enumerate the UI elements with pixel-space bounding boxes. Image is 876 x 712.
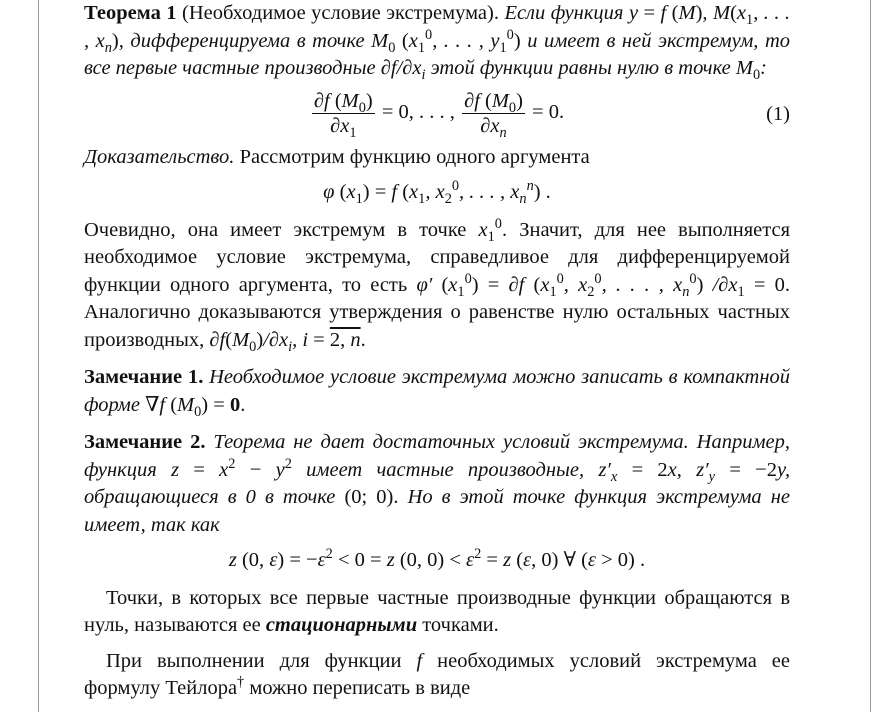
remark-1-label: Замечание 1. — [84, 366, 204, 388]
proof-p3: . Аналогично доказываются утверждения о равенстве нулю остальных частных производных, — [84, 273, 791, 351]
theorem-label: Теорема 1 — [84, 2, 177, 24]
theorem-statement-2: дифференцируема в точке — [130, 29, 365, 52]
taylor-before: При выполнении для функции — [106, 649, 402, 672]
formula-zx: $z'_x = 2x$, — [598, 458, 682, 485]
equation-phi: φ $(x_1) = f$ ($x_1$, $x_2^0$, . . . , $x_n^n$) . — [323, 178, 551, 208]
book-page — [84, 0, 790, 703]
stationary-after: точками. — [422, 614, 499, 636]
stationary-before: Точки, в которых все первые частные производные функции обращаются в нуль, называются ее — [84, 586, 790, 636]
stationary-term: стационарными — [265, 614, 418, 636]
remark-2-text-2: имеет частные производные, — [306, 458, 585, 481]
remark-2-text-4: Но в этой точке функция экстремума не имеет, так как — [84, 486, 791, 536]
formula-origin: (0; 0). — [344, 486, 399, 508]
formula-M0-point: $M_0$ ($x_1^0$, . . . , $y_1^0$) — [371, 26, 521, 56]
remark-2-text-3: обращающиеся в 0 в точке — [84, 486, 336, 508]
formula-M-args: $M(x_1$, . . . , $x_n$), — [84, 2, 791, 56]
proof-intro-text: Рассмотрим функцию одного аргумента — [239, 145, 590, 168]
equation-number: (1) — [766, 102, 790, 125]
formula-f: f — [416, 649, 423, 672]
fraction-df-dxn: $\frac{\partial f (M_0)}{\partial x_n}$ — [464, 89, 523, 141]
page-frame-left — [38, 0, 39, 712]
equation-counterexample: z (0, $\varepsilon) = -\varepsilon^2 < 0 = z$ (0, $0) < \varepsilon^2 = z$ (ε, 0) ∀ (ε > 0) . — [228, 546, 646, 571]
taylor-after: можно переписать в виде — [249, 677, 471, 699]
formula-z-function: $z = x^2 - y^2$ — [171, 455, 292, 481]
taylor-middle: необходимых условий экстремума ее формулу Тейлора — [84, 649, 790, 699]
stationary-paragraph — [84, 585, 790, 640]
theorem-paragraph — [84, 0, 790, 83]
footnote-dagger: † — [237, 674, 245, 691]
formula-partial-df-dxi: $\partial f/\partial x_i$ — [380, 57, 426, 84]
theorem-statement-3: и имеет в ней экстремум, то все первые частные производные — [84, 29, 791, 79]
theorem-statement-1: Если функция — [504, 2, 624, 24]
formula-phi-derivative: φ′ $(x_1^0) = \partial f$ ($x_1^0$, $x_2^0$, . . . , $x_n^0$) $/\partial x_1 = 0$ — [416, 270, 785, 300]
formula-partial-rest: $\partial f(M_0)/\partial x_i$, i = 2, n. — [209, 328, 366, 355]
proof-p2: . Значит, для нее выполняется необходимое условие экстремума, справедливое для дифференцируемой функции одного аргумента, то есть — [84, 218, 791, 296]
proof-body — [84, 217, 790, 355]
theorem-statement-4: этой функции равны нулю в точке — [430, 57, 731, 79]
proof-p1: Очевидно, она имеет экстремум в точке — [84, 218, 467, 241]
proof-label: Доказательство. — [84, 145, 235, 168]
theorem-title: (Необходимое условие экстремума). — [182, 2, 499, 24]
remark-1-text: Необходимое условие экстремума можно записать в компактной форме — [84, 366, 791, 416]
taylor-paragraph — [84, 648, 790, 703]
fraction-df-dx1: $\frac{\partial f (M_0)}{\partial x_1}$ — [313, 89, 373, 141]
formula-y-f-M: y = f (M), — [628, 2, 708, 24]
remark-2 — [84, 429, 790, 539]
equation-1: $\frac{\partial f (M_0)}{\partial x_1}$ = 0, . . . , $\frac{\partial f (M_0)}{\partial x_n}$ = 0. (1) — [313, 89, 790, 141]
formula-M0: $M_0$: — [730, 57, 767, 84]
remark-2-text-1: Теорема не дает достаточных условий экстремума. Например, функция — [84, 431, 791, 481]
formula-zy: $z'_y = -2y$, — [696, 458, 791, 485]
proof-intro — [84, 144, 790, 172]
formula-x1-0: $x_1^0$ — [478, 215, 502, 245]
remark-1 — [84, 364, 790, 419]
page-frame-right — [870, 0, 871, 712]
formula-gradient: ∇f $(M_0) = 0$. — [145, 393, 246, 420]
remark-2-label: Замечание 2. — [84, 431, 206, 453]
